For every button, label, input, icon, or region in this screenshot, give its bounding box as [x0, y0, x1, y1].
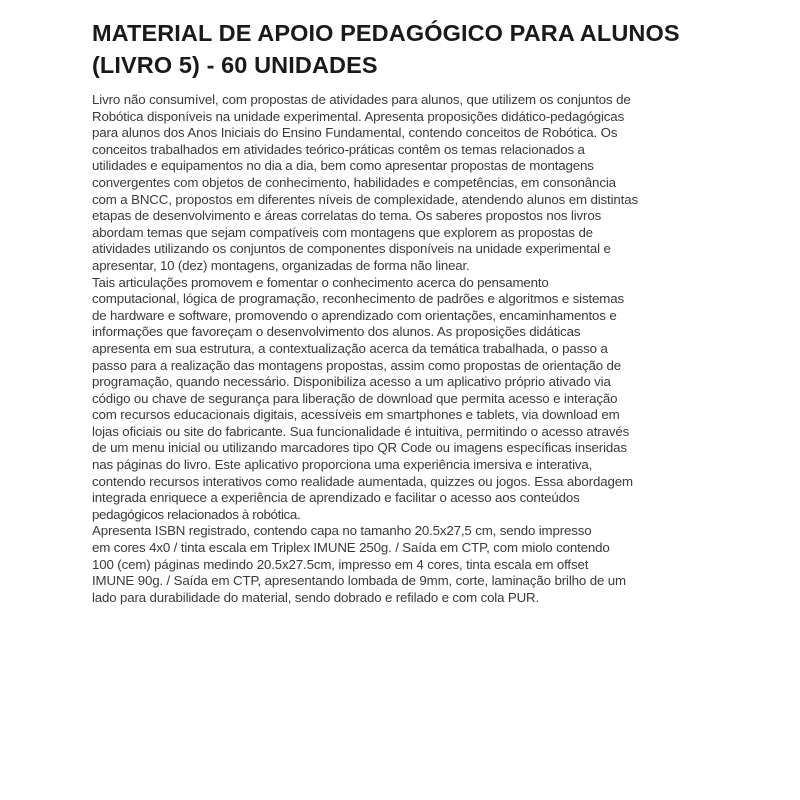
text-line: apresenta em sua estrutura, a contextualização acerca da temática trabalhada, o passo a	[92, 340, 608, 356]
text-line: código ou chave de segurança para liberação de download que permita acesso e interação	[92, 390, 618, 406]
text-line: lado para durabilidade do material, sendo dobrado e refilado e com cola PUR.	[92, 589, 540, 605]
text-line: IMUNE 90g. / Saída em CTP, apresentando lombada de 9mm, corte, laminação brilho de um	[92, 573, 626, 589]
document-body	[92, 92, 732, 606]
text-line: passo para a realização das montagens propostas, assim como propostas de orientação de	[92, 357, 622, 373]
text-line: atividades utilizando os conjuntos de componentes disponíveis na unidade experimental e	[92, 241, 611, 257]
text-line: abordam temas que sejam compatíveis com montagens que explorem as propostas de	[92, 224, 593, 240]
text-line: nas páginas do livro. Este aplicativo proporciona uma experiência imersiva e interativa,	[92, 457, 593, 473]
text-line: etapas de desenvolvimento e áreas correlatas do tema. Os saberes propostos nos livros	[92, 208, 602, 224]
paragraph	[92, 523, 732, 606]
text-line: contendo recursos interativos como realidade aumentada, quizzes ou jogos. Essa abordagem	[92, 473, 633, 489]
text-line: 100 (cem) páginas medindo 20.5x27.5cm, impresso em 4 cores, tinta escala em offset	[92, 556, 589, 572]
text-line: Livro não consumível, com propostas de atividades para alunos, que utilizem os conjuntos de	[92, 92, 631, 107]
text-line: Apresenta ISBN registrado, contendo capa no tamanho 20.5x27,5 cm, sendo impresso	[92, 523, 592, 539]
title-line: (LIVRO 5) - 60 UNIDADES	[92, 52, 378, 78]
text-line: de hardware e software, promovendo o aprendizado com orientações, encaminhamentos e	[92, 307, 617, 323]
text-line: para alunos dos Anos Iniciais do Ensino Fundamental, contendo conceitos de Robótica. Os	[92, 125, 618, 141]
paragraph	[92, 92, 732, 275]
text-line: de um menu inicial ou utilizando marcadores tipo QR Code ou imagens específicas inseridas	[92, 440, 627, 456]
text-line: em cores 4x0 / tinta escala em Triplex IMUNE 250g. / Saída em CTP, com miolo contendo	[92, 540, 610, 556]
text-line: Tais articulações promovem e fomentar o conhecimento acerca do pensamento	[92, 274, 549, 290]
text-line: com a BNCC, propostos em diferentes níveis de complexidade, atendendo alunos em distintas	[92, 191, 639, 207]
text-line: conceitos trabalhados em atividades teórico-práticas contêm os temas relacionados a	[92, 141, 585, 157]
paragraph	[92, 275, 732, 524]
text-line: informações que favoreçam o desenvolvimento dos alunos. As proposições didáticas	[92, 324, 581, 340]
text-line: computacional, lógica de programação, reconhecimento de padrões e algoritmos e sistemas	[92, 291, 624, 307]
text-line: utilidades e equipamentos no dia a dia, bem como apresentar propostas de montagens	[92, 158, 594, 174]
text-line: apresentar, 10 (dez) montagens, organizadas de forma não linear.	[92, 257, 470, 273]
title-line: MATERIAL DE APOIO PEDAGÓGICO PARA ALUNOS	[92, 20, 680, 46]
text-line: integrada enriquece a experiência de aprendizado e facilitar o acesso aos conteúdos	[92, 490, 580, 506]
text-line: programação, quando necessário. Disponibiliza acesso a um aplicativo próprio ativado via	[92, 374, 611, 390]
text-line: pedagógicos relacionados à robótica.	[92, 506, 301, 522]
text-line: Robótica disponíveis na unidade experimental. Apresenta proposições didático-pedagógicas	[92, 108, 625, 124]
text-line: lojas oficiais ou site do fabricante. Sua funcionalidade é intuitiva, permitindo o acesso através	[92, 423, 630, 439]
text-line: convergentes com objetos de conhecimento, habilidades e competências, em consonância	[92, 174, 616, 190]
document-title	[92, 17, 732, 81]
text-line: com recursos educacionais digitais, acessíveis em smartphones e tablets, via download em	[92, 407, 620, 423]
